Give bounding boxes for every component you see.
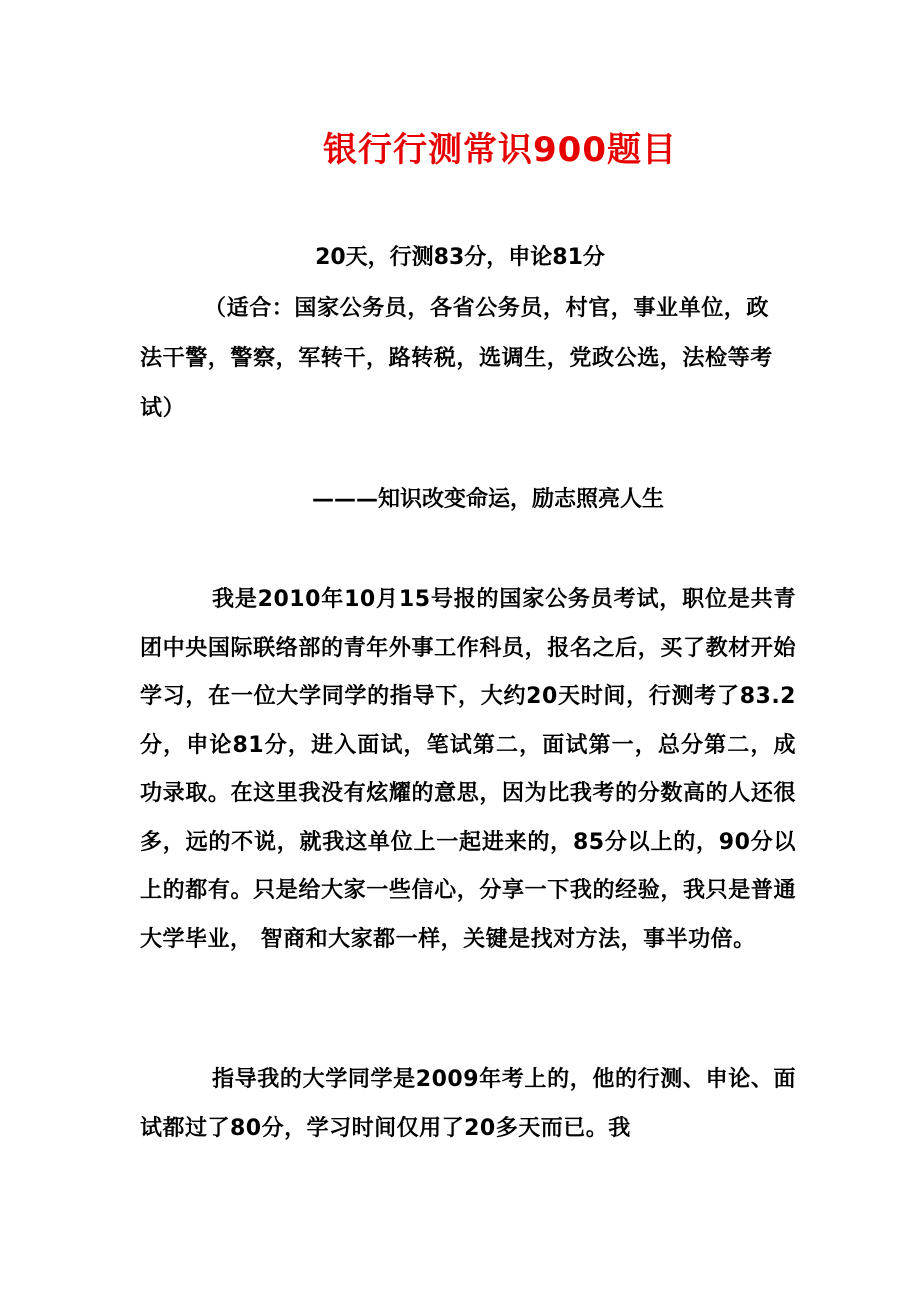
suitable-for-note: （适合：国家公务员，各省公务员，村官，事业单位，政法干警，警察，军转干，路转税，选调生，党政公选，法检等考试）: [140, 296, 773, 421]
document-title: 银行行测常识900题目: [323, 130, 677, 170]
body-paragraph: 我是2010年10月15号报的国家公务员考试，职位是共青团中央国际联络部的青年外事工作科员，报名之后，买了教材开始学习，在一位大学同学的指导下，大约20天时间，行测考了83.2分，申论81分，进入面试，笔试第二，面试第一，总分第二，成功录取。在这里我没有炫耀的意思，因为比我考的分数高的人还很多，远的不说，就我这单位上一起进来的，85分以上的，90分以上的都有。只是给大家一些信心，分享一下我的经验，我只是普通大学毕业， 智商和大家都一样，关键是找对方法，事半功倍。: [140, 587, 796, 952]
motto-line: ———知识改变命运，励志照亮人生: [312, 487, 665, 512]
body-paragraph: 指导我的大学同学是2009年考上的，他的行测、申论、面试都过了80分，学习时间仅用了20多天而已。我: [140, 1067, 796, 1141]
document-subtitle: 20天，行测83分，申论81分: [315, 245, 605, 270]
